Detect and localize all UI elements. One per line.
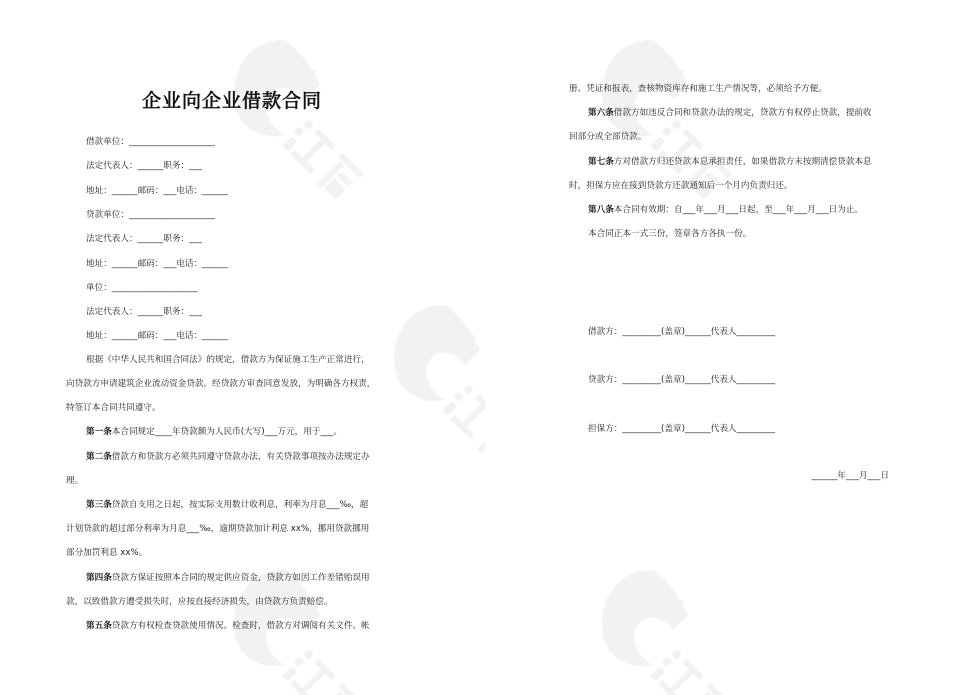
article-text: 借款方如违反合同和贷款办法的规定，贷款方有权停止贷款，提前收 xyxy=(613,108,872,118)
article-label: 第四条 xyxy=(86,573,112,583)
borrower-signature-line: 借款方：_________(盖章)______代表人_________ xyxy=(588,327,776,337)
article-6-continuation: 回部分或全部贷款。 xyxy=(569,132,647,142)
article-text: 本合同有效期：自___年___月___日起，至___年___月___日为止。 xyxy=(613,205,864,215)
lender-signature-line: 贷款方：_________(盖章)______代表人_________ xyxy=(588,375,776,385)
article-3 xyxy=(86,499,368,511)
article-3-continuation: 计划贷款的超过部分利率为月息___‰，逾期贷款加计利息 xx%，挪用贷款挪用 xyxy=(66,524,370,534)
document-title: 企业向企业借款合同 xyxy=(142,90,323,112)
lender-address-line: 地址：______邮码：___电话：______ xyxy=(86,259,228,269)
guarantor-representative-line: 法定代表人：______职务：___ xyxy=(86,307,203,317)
article-3-continuation: 部分加罚利息 xx%。 xyxy=(66,548,148,558)
article-text: 本合同规定____年贷款额为人民币(大写)___万元，用于___。 xyxy=(111,427,342,437)
article-label: 第七条 xyxy=(588,157,614,167)
article-2 xyxy=(86,451,370,463)
preamble-line: 特签订本合同共同遵守。 xyxy=(66,403,161,413)
article-label: 第三条 xyxy=(86,500,112,510)
copies-clause: 本合同正本一式三份，签章各方各执一份。 xyxy=(588,229,752,239)
article-label: 第五条 xyxy=(86,621,112,631)
guarantor-signature-line: 担保方：_________(盖章)______代表人_________ xyxy=(588,424,776,434)
article-2-continuation: 理。 xyxy=(66,476,84,486)
article-7-continuation: 时，担保方应在接到贷款方还款通知后一个月内负责归还。 xyxy=(569,181,793,191)
borrower-address-line: 地址：______邮码：___电话：______ xyxy=(86,186,228,196)
preamble-line: 向贷款方申请建筑企业流动资金贷款，经贷款方审查同意发放，为明确各方权责， xyxy=(66,379,376,389)
article-5 xyxy=(86,620,370,632)
article-5-continuation: 册、凭证和报表，查核物资库存和施工生产情况等，必须给予方便。 xyxy=(569,84,827,94)
preamble-line: 根据《中华人民共和国合同法》的规定，借款方为保证施工生产正常进行， xyxy=(86,355,370,365)
article-text: 方对借款方归还贷款本息承担责任，如果借款方未按期清偿贷款本息 xyxy=(613,157,872,167)
article-text: 贷款方有权检查贷款使用情况。检查时，借款方对调阅有关文件、帐 xyxy=(111,621,370,631)
signing-date-line: ______年___月___日 xyxy=(811,471,889,481)
article-label: 第六条 xyxy=(588,108,614,118)
article-text: 借款方和贷款方必须共同遵守贷款办法，有关贷款事项按办法规定办 xyxy=(111,452,370,462)
article-text: 贷款方保证按照本合同的规定供应资金，贷款方如因工作差错贻误用 xyxy=(111,573,370,583)
article-4 xyxy=(86,572,370,584)
article-8 xyxy=(588,204,863,216)
article-label: 第一条 xyxy=(86,427,112,437)
lender-unit-line: 贷款单位：____________________ xyxy=(86,210,215,220)
guarantor-unit-line: 单位：____________________ xyxy=(86,283,198,293)
borrower-unit-line: 借款单位：____________________ xyxy=(86,137,215,147)
article-7 xyxy=(588,156,872,168)
article-text: 贷款自支用之日起，按实际支用数计收利息，利率为月息___‰，超 xyxy=(111,500,369,510)
article-label: 第二条 xyxy=(86,452,112,462)
contract-page-right xyxy=(485,0,970,695)
guarantor-address-line: 地址：______邮码：___电话：______ xyxy=(86,331,228,341)
borrower-representative-line: 法定代表人：______职务：___ xyxy=(86,161,203,171)
article-1 xyxy=(86,426,342,438)
article-label: 第八条 xyxy=(588,205,614,215)
article-6 xyxy=(588,107,872,119)
right-page-content xyxy=(485,0,970,695)
article-4-continuation: 款，以致借款方遭受损失时，应按直接经济损失，由贷款方负责赔偿。 xyxy=(66,597,333,607)
lender-representative-line: 法定代表人：______职务：___ xyxy=(86,234,203,244)
